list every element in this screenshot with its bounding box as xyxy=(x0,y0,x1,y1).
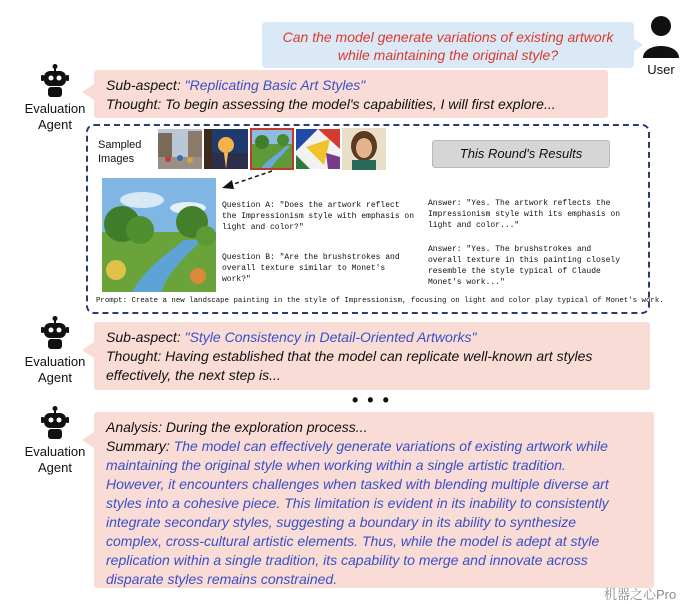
user-query-line-1: Can the model generate variations of existing artwork xyxy=(282,29,614,45)
watermark: 机器之心Pro xyxy=(604,587,677,602)
agent-bubble-tail xyxy=(82,432,94,448)
robot-icon xyxy=(40,406,70,440)
agent-label: Evaluation Agent xyxy=(24,444,86,475)
this-round-results-button[interactable]: This Round's Results xyxy=(432,140,610,168)
sub-aspect-1: Sub-aspect: "Replicating Basic Art Styles" xyxy=(106,77,366,93)
agent-bubble-tail xyxy=(82,342,94,358)
arrow-icon xyxy=(218,168,276,192)
answer-a-text: Answer: "Yes. The artwork reflects the Impressionism style with its emphasis on light and color..." xyxy=(428,199,621,230)
sampled-image-abstract xyxy=(296,129,340,169)
agent-step-3-box xyxy=(94,412,654,588)
summary-line-8: disparate styles remains constrained. xyxy=(106,571,338,587)
prompt-text: Prompt: Create a new landscape painting in the style of Impressionism, focusing on light and color play typical of Monet's work. xyxy=(96,297,664,305)
sampled-image-street xyxy=(158,129,202,169)
summary-line-7: replication within a single tradition, its capability to merge and innovate across xyxy=(106,552,588,568)
sub-aspect-2: Sub-aspect: "Style Consistency in Detail-Oriented Artworks" xyxy=(106,329,477,345)
summary-line-4: styles into a cohesive piece. This limitation is evident in its inability to consistently xyxy=(106,495,609,511)
ellipsis: • • • xyxy=(352,390,391,410)
user-query-bubble xyxy=(262,22,634,68)
summary-line-2: maintaining the original style when working within a single artistic tradition. xyxy=(106,457,566,473)
sampled-images-label: Sampled Images xyxy=(98,139,142,165)
thought-2-line-2: effectively, the next step is... xyxy=(106,367,281,383)
agent-bubble-tail xyxy=(82,84,94,100)
summary-line-5: integrate secondary styles, suggesting a boundary in its ability to synthesize xyxy=(106,514,577,530)
agent-label: Evaluation Agent xyxy=(24,101,86,132)
agent-step-2-box xyxy=(94,322,650,390)
analysis-text: Analysis: During the exploration process... xyxy=(106,419,368,435)
summary-line-1: Summary: The model can effectively generate variations of existing artwork while xyxy=(106,438,608,454)
agent-label: Evaluation Agent xyxy=(24,354,86,385)
generated-painting-image xyxy=(102,178,216,292)
sampled-image-sunset xyxy=(204,129,248,169)
question-b-text: Question B: "Are the brushstrokes and overall texture similar to Monet's work?" xyxy=(222,253,400,284)
sampled-image-portrait xyxy=(342,128,386,170)
answer-b-text: Answer: "Yes. The brushstrokes and overall texture in this painting closely resemble the style typical of Claude Monet's work..." xyxy=(428,245,621,287)
robot-icon xyxy=(40,316,70,350)
thought-1: Thought: To begin assessing the model's capabilities, I will first explore... xyxy=(106,96,556,112)
user-query-line-2: while maintaining the original style? xyxy=(337,47,559,63)
summary-line-6: complex, cross-cultural artistic elements. Thus, while the model is adept at style xyxy=(106,533,600,549)
question-a-text: Question A: "Does the artwork reflect the Impressionism style with emphasis on light and color?" xyxy=(222,201,415,232)
user-label: User xyxy=(647,62,675,77)
agent-step-1-box xyxy=(94,70,608,118)
user-icon xyxy=(641,14,681,58)
thought-2-line-1: Thought: Having established that the model can replicate well-known art styles xyxy=(106,348,593,364)
summary-line-3: However, it encounters challenges when tasked with blending multiple diverse art xyxy=(106,476,609,492)
robot-icon xyxy=(40,64,70,98)
sampled-image-river-selected xyxy=(250,128,294,170)
